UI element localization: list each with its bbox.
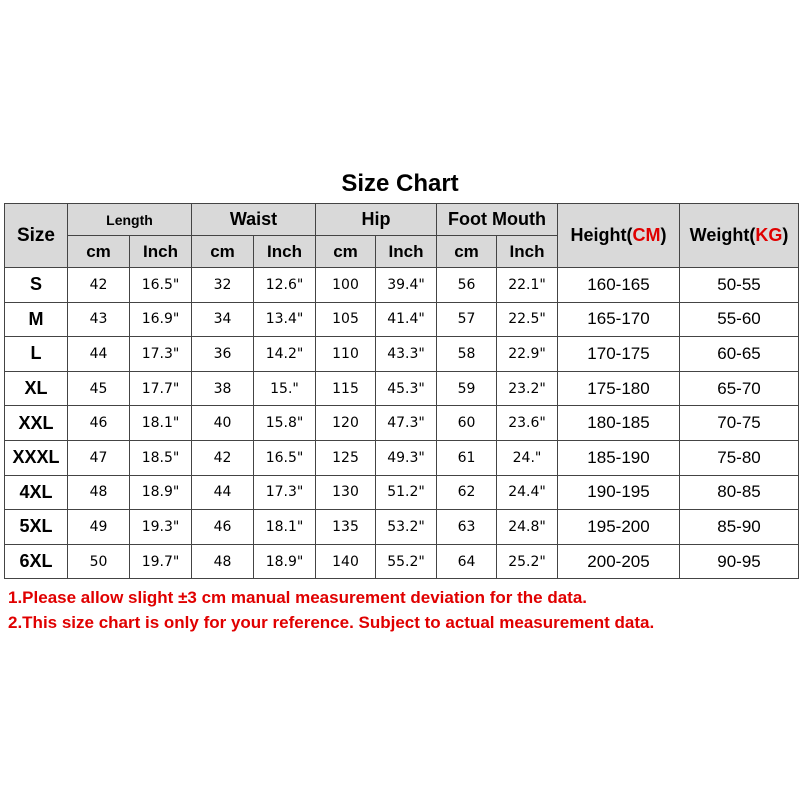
- waist-inch-header: Inch: [254, 236, 316, 268]
- height-cell: 175-180: [558, 371, 680, 406]
- weight-cell: 50-55: [680, 268, 799, 303]
- height-cell: 160-165: [558, 268, 680, 303]
- hip-cm-cell: 130: [316, 475, 376, 510]
- table-row: [5, 371, 799, 406]
- length-inch-cell: 18.1": [130, 406, 192, 441]
- hip-cm-cell: 120: [316, 406, 376, 441]
- foot-cm-cell: 57: [437, 302, 497, 337]
- note-deviation: 1.Please allow slight ±3 cm manual measurement deviation for the data.: [8, 588, 588, 607]
- waist-header: Waist: [192, 204, 316, 236]
- foot-mouth-header: Foot Mouth: [437, 204, 558, 236]
- note-reference: 2.This size chart is only for your reference. Subject to actual measurement data.: [8, 613, 655, 632]
- weight-cell: 65-70: [680, 371, 799, 406]
- hip-cm-cell: 105: [316, 302, 376, 337]
- table-row: [5, 302, 799, 337]
- height-cell: 180-185: [558, 406, 680, 441]
- size-cell: XXL: [5, 406, 68, 441]
- height-header-close: ): [660, 225, 667, 245]
- length-cm-cell: 43: [68, 302, 130, 337]
- hip-inch-cell: 39.4": [376, 268, 437, 303]
- length-cm-cell: 49: [68, 510, 130, 545]
- height-cell: 165-170: [558, 302, 680, 337]
- length-cm-cell: 42: [68, 268, 130, 303]
- size-header: Size: [5, 204, 68, 268]
- length-header: Length: [68, 204, 192, 236]
- foot-inch-cell: 24.4": [497, 475, 558, 510]
- foot-inch-header: Inch: [497, 236, 558, 268]
- length-cm-cell: 46: [68, 406, 130, 441]
- foot-cm-header: cm: [437, 236, 497, 268]
- waist-cm-cell: 38: [192, 371, 254, 406]
- waist-inch-cell: 14.2": [254, 337, 316, 372]
- hip-inch-cell: 47.3": [376, 406, 437, 441]
- foot-inch-cell: 24.": [497, 440, 558, 475]
- foot-inch-cell: 23.2": [497, 371, 558, 406]
- foot-cm-cell: 64: [437, 544, 497, 579]
- foot-cm-cell: 61: [437, 440, 497, 475]
- weight-cell: 85-90: [680, 510, 799, 545]
- weight-cell: 70-75: [680, 406, 799, 441]
- hip-cm-header: cm: [316, 236, 376, 268]
- size-cell: 6XL: [5, 544, 68, 579]
- waist-inch-cell: 16.5": [254, 440, 316, 475]
- size-cell: 4XL: [5, 475, 68, 510]
- waist-inch-cell: 15.": [254, 371, 316, 406]
- height-cell: 190-195: [558, 475, 680, 510]
- weight-header-unit: KG: [755, 225, 783, 245]
- length-inch-cell: 16.9": [130, 302, 192, 337]
- table-row: [5, 406, 799, 441]
- weight-header-label: Weight(: [689, 225, 756, 245]
- length-cm-cell: 48: [68, 475, 130, 510]
- table-row: [5, 268, 799, 303]
- size-cell: S: [5, 268, 68, 303]
- waist-inch-cell: 17.3": [254, 475, 316, 510]
- height-header-unit: CM: [632, 225, 661, 245]
- foot-cm-cell: 63: [437, 510, 497, 545]
- waist-cm-cell: 34: [192, 302, 254, 337]
- size-cell: M: [5, 302, 68, 337]
- length-inch-cell: 17.7": [130, 371, 192, 406]
- hip-inch-cell: 53.2": [376, 510, 437, 545]
- hip-inch-cell: 43.3": [376, 337, 437, 372]
- table-row: [5, 475, 799, 510]
- foot-cm-cell: 60: [437, 406, 497, 441]
- waist-cm-cell: 32: [192, 268, 254, 303]
- notes: [8, 585, 798, 635]
- waist-inch-cell: 18.9": [254, 544, 316, 579]
- hip-inch-cell: 55.2": [376, 544, 437, 579]
- height-header: [558, 204, 680, 268]
- length-inch-cell: 18.9": [130, 475, 192, 510]
- height-header-label: Height(: [570, 225, 633, 245]
- foot-cm-cell: 58: [437, 337, 497, 372]
- foot-inch-cell: 25.2": [497, 544, 558, 579]
- hip-cm-cell: 125: [316, 440, 376, 475]
- header-row-groups: [5, 204, 799, 236]
- size-cell: L: [5, 337, 68, 372]
- foot-cm-cell: 62: [437, 475, 497, 510]
- foot-inch-cell: 22.9": [497, 337, 558, 372]
- height-cell: 195-200: [558, 510, 680, 545]
- height-cell: 200-205: [558, 544, 680, 579]
- weight-cell: 90-95: [680, 544, 799, 579]
- size-cell: 5XL: [5, 510, 68, 545]
- hip-inch-cell: 49.3": [376, 440, 437, 475]
- weight-cell: 75-80: [680, 440, 799, 475]
- waist-inch-cell: 13.4": [254, 302, 316, 337]
- foot-inch-cell: 22.1": [497, 268, 558, 303]
- foot-cm-cell: 59: [437, 371, 497, 406]
- weight-header: [680, 204, 799, 268]
- hip-inch-cell: 41.4": [376, 302, 437, 337]
- length-inch-cell: 19.3": [130, 510, 192, 545]
- foot-inch-cell: 22.5": [497, 302, 558, 337]
- length-inch-header: Inch: [130, 236, 192, 268]
- hip-cm-cell: 115: [316, 371, 376, 406]
- waist-cm-cell: 40: [192, 406, 254, 441]
- waist-cm-cell: 48: [192, 544, 254, 579]
- length-inch-cell: 19.7": [130, 544, 192, 579]
- table-row: [5, 337, 799, 372]
- waist-inch-cell: 15.8": [254, 406, 316, 441]
- length-cm-cell: 50: [68, 544, 130, 579]
- table-row: [5, 440, 799, 475]
- size-cell: XXXL: [5, 440, 68, 475]
- waist-cm-header: cm: [192, 236, 254, 268]
- table-row: [5, 510, 799, 545]
- page-title: Size Chart: [341, 170, 459, 197]
- hip-inch-cell: 51.2": [376, 475, 437, 510]
- hip-cm-cell: 135: [316, 510, 376, 545]
- foot-inch-cell: 24.8": [497, 510, 558, 545]
- hip-inch-header: Inch: [376, 236, 437, 268]
- hip-inch-cell: 45.3": [376, 371, 437, 406]
- hip-cm-cell: 110: [316, 337, 376, 372]
- waist-inch-cell: 18.1": [254, 510, 316, 545]
- hip-cm-cell: 140: [316, 544, 376, 579]
- weight-cell: 60-65: [680, 337, 799, 372]
- length-cm-cell: 44: [68, 337, 130, 372]
- length-inch-cell: 17.3": [130, 337, 192, 372]
- table-row: [5, 544, 799, 579]
- hip-header: Hip: [316, 204, 437, 236]
- foot-cm-cell: 56: [437, 268, 497, 303]
- foot-inch-cell: 23.6": [497, 406, 558, 441]
- length-cm-header: cm: [68, 236, 130, 268]
- waist-cm-cell: 44: [192, 475, 254, 510]
- length-cm-cell: 45: [68, 371, 130, 406]
- size-cell: XL: [5, 371, 68, 406]
- length-inch-cell: 18.5": [130, 440, 192, 475]
- size-chart-table: [4, 203, 799, 579]
- weight-cell: 55-60: [680, 302, 799, 337]
- length-cm-cell: 47: [68, 440, 130, 475]
- weight-cell: 80-85: [680, 475, 799, 510]
- waist-cm-cell: 36: [192, 337, 254, 372]
- height-cell: 170-175: [558, 337, 680, 372]
- waist-cm-cell: 46: [192, 510, 254, 545]
- height-cell: 185-190: [558, 440, 680, 475]
- length-inch-cell: 16.5": [130, 268, 192, 303]
- waist-cm-cell: 42: [192, 440, 254, 475]
- waist-inch-cell: 12.6": [254, 268, 316, 303]
- weight-header-close: ): [782, 225, 789, 245]
- hip-cm-cell: 100: [316, 268, 376, 303]
